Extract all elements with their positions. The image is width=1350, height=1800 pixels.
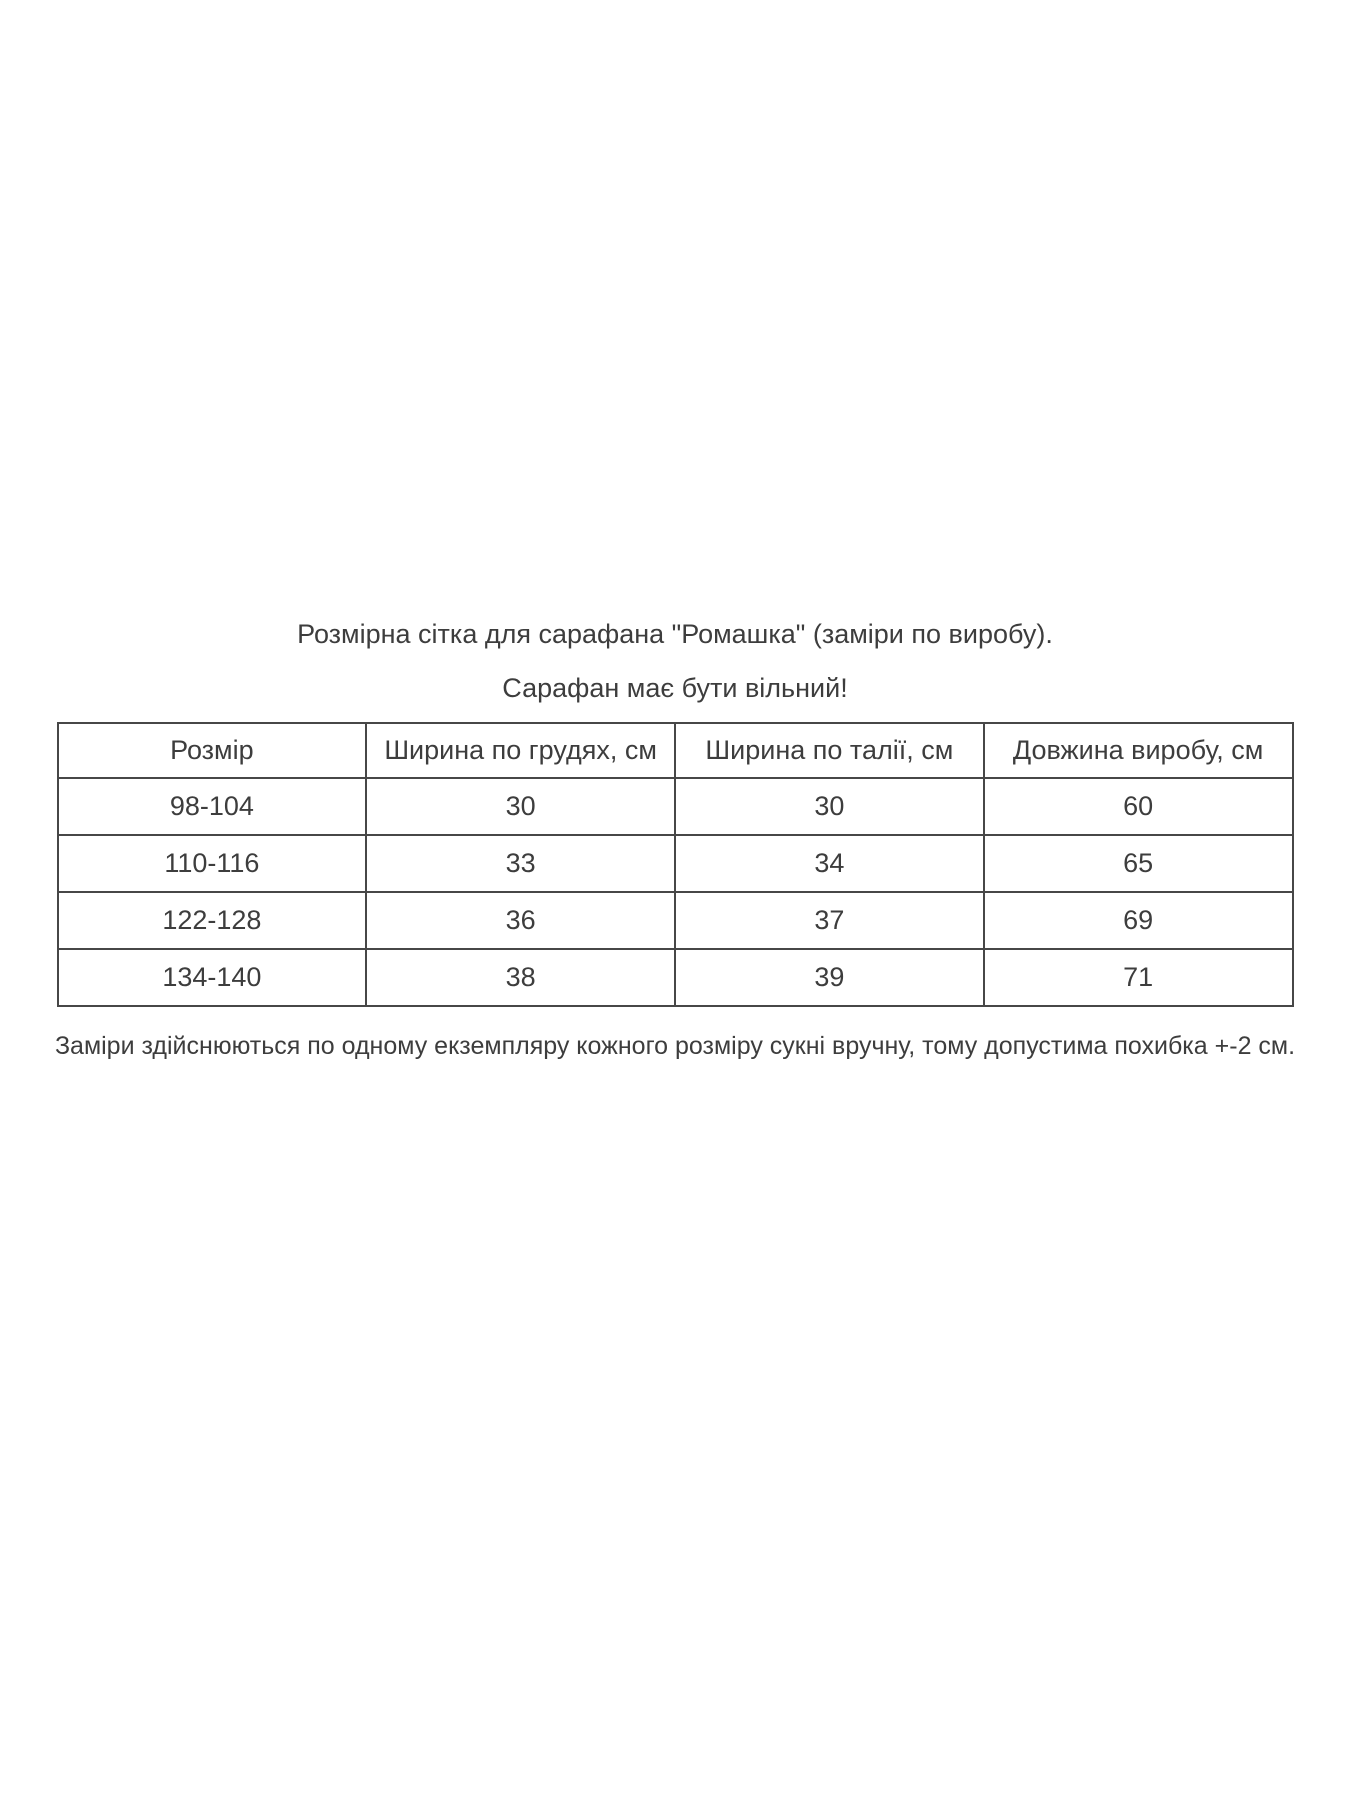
table-row — [58, 835, 1293, 892]
cell-length: 60 — [984, 778, 1293, 835]
measurement-disclaimer: Заміри здійснюються по одному екземпляру кожного розміру сукні вручну, тому допустима похибка +-2 см. — [54, 1032, 1296, 1060]
table-row — [58, 949, 1293, 1006]
cell-length: 71 — [984, 949, 1293, 1006]
column-header-size: Розмір — [58, 723, 367, 778]
cell-length: 69 — [984, 892, 1293, 949]
cell-length: 65 — [984, 835, 1293, 892]
cell-chest-width: 36 — [366, 892, 675, 949]
cell-chest-width: 33 — [366, 835, 675, 892]
size-table — [57, 722, 1294, 1007]
page-title: Розмірна сітка для сарафана "Ромашка" (заміри по виробу). — [297, 619, 1053, 649]
table-row — [58, 778, 1293, 835]
cell-chest-width: 30 — [366, 778, 675, 835]
cell-waist-width: 37 — [675, 892, 984, 949]
cell-size: 110-116 — [58, 835, 367, 892]
cell-size: 134-140 — [58, 949, 367, 1006]
column-header-waist-width: Ширина по талії, см — [675, 723, 984, 778]
page-subtitle: Сарафан має бути вільний! — [502, 673, 848, 703]
cell-size: 122-128 — [58, 892, 367, 949]
cell-waist-width: 39 — [675, 949, 984, 1006]
cell-chest-width: 38 — [366, 949, 675, 1006]
cell-size: 98-104 — [58, 778, 367, 835]
cell-waist-width: 30 — [675, 778, 984, 835]
table-header-row — [58, 723, 1293, 778]
cell-waist-width: 34 — [675, 835, 984, 892]
table-row — [58, 892, 1293, 949]
column-header-chest-width: Ширина по грудях, см — [366, 723, 675, 778]
column-header-length: Довжина виробу, см — [984, 723, 1293, 778]
